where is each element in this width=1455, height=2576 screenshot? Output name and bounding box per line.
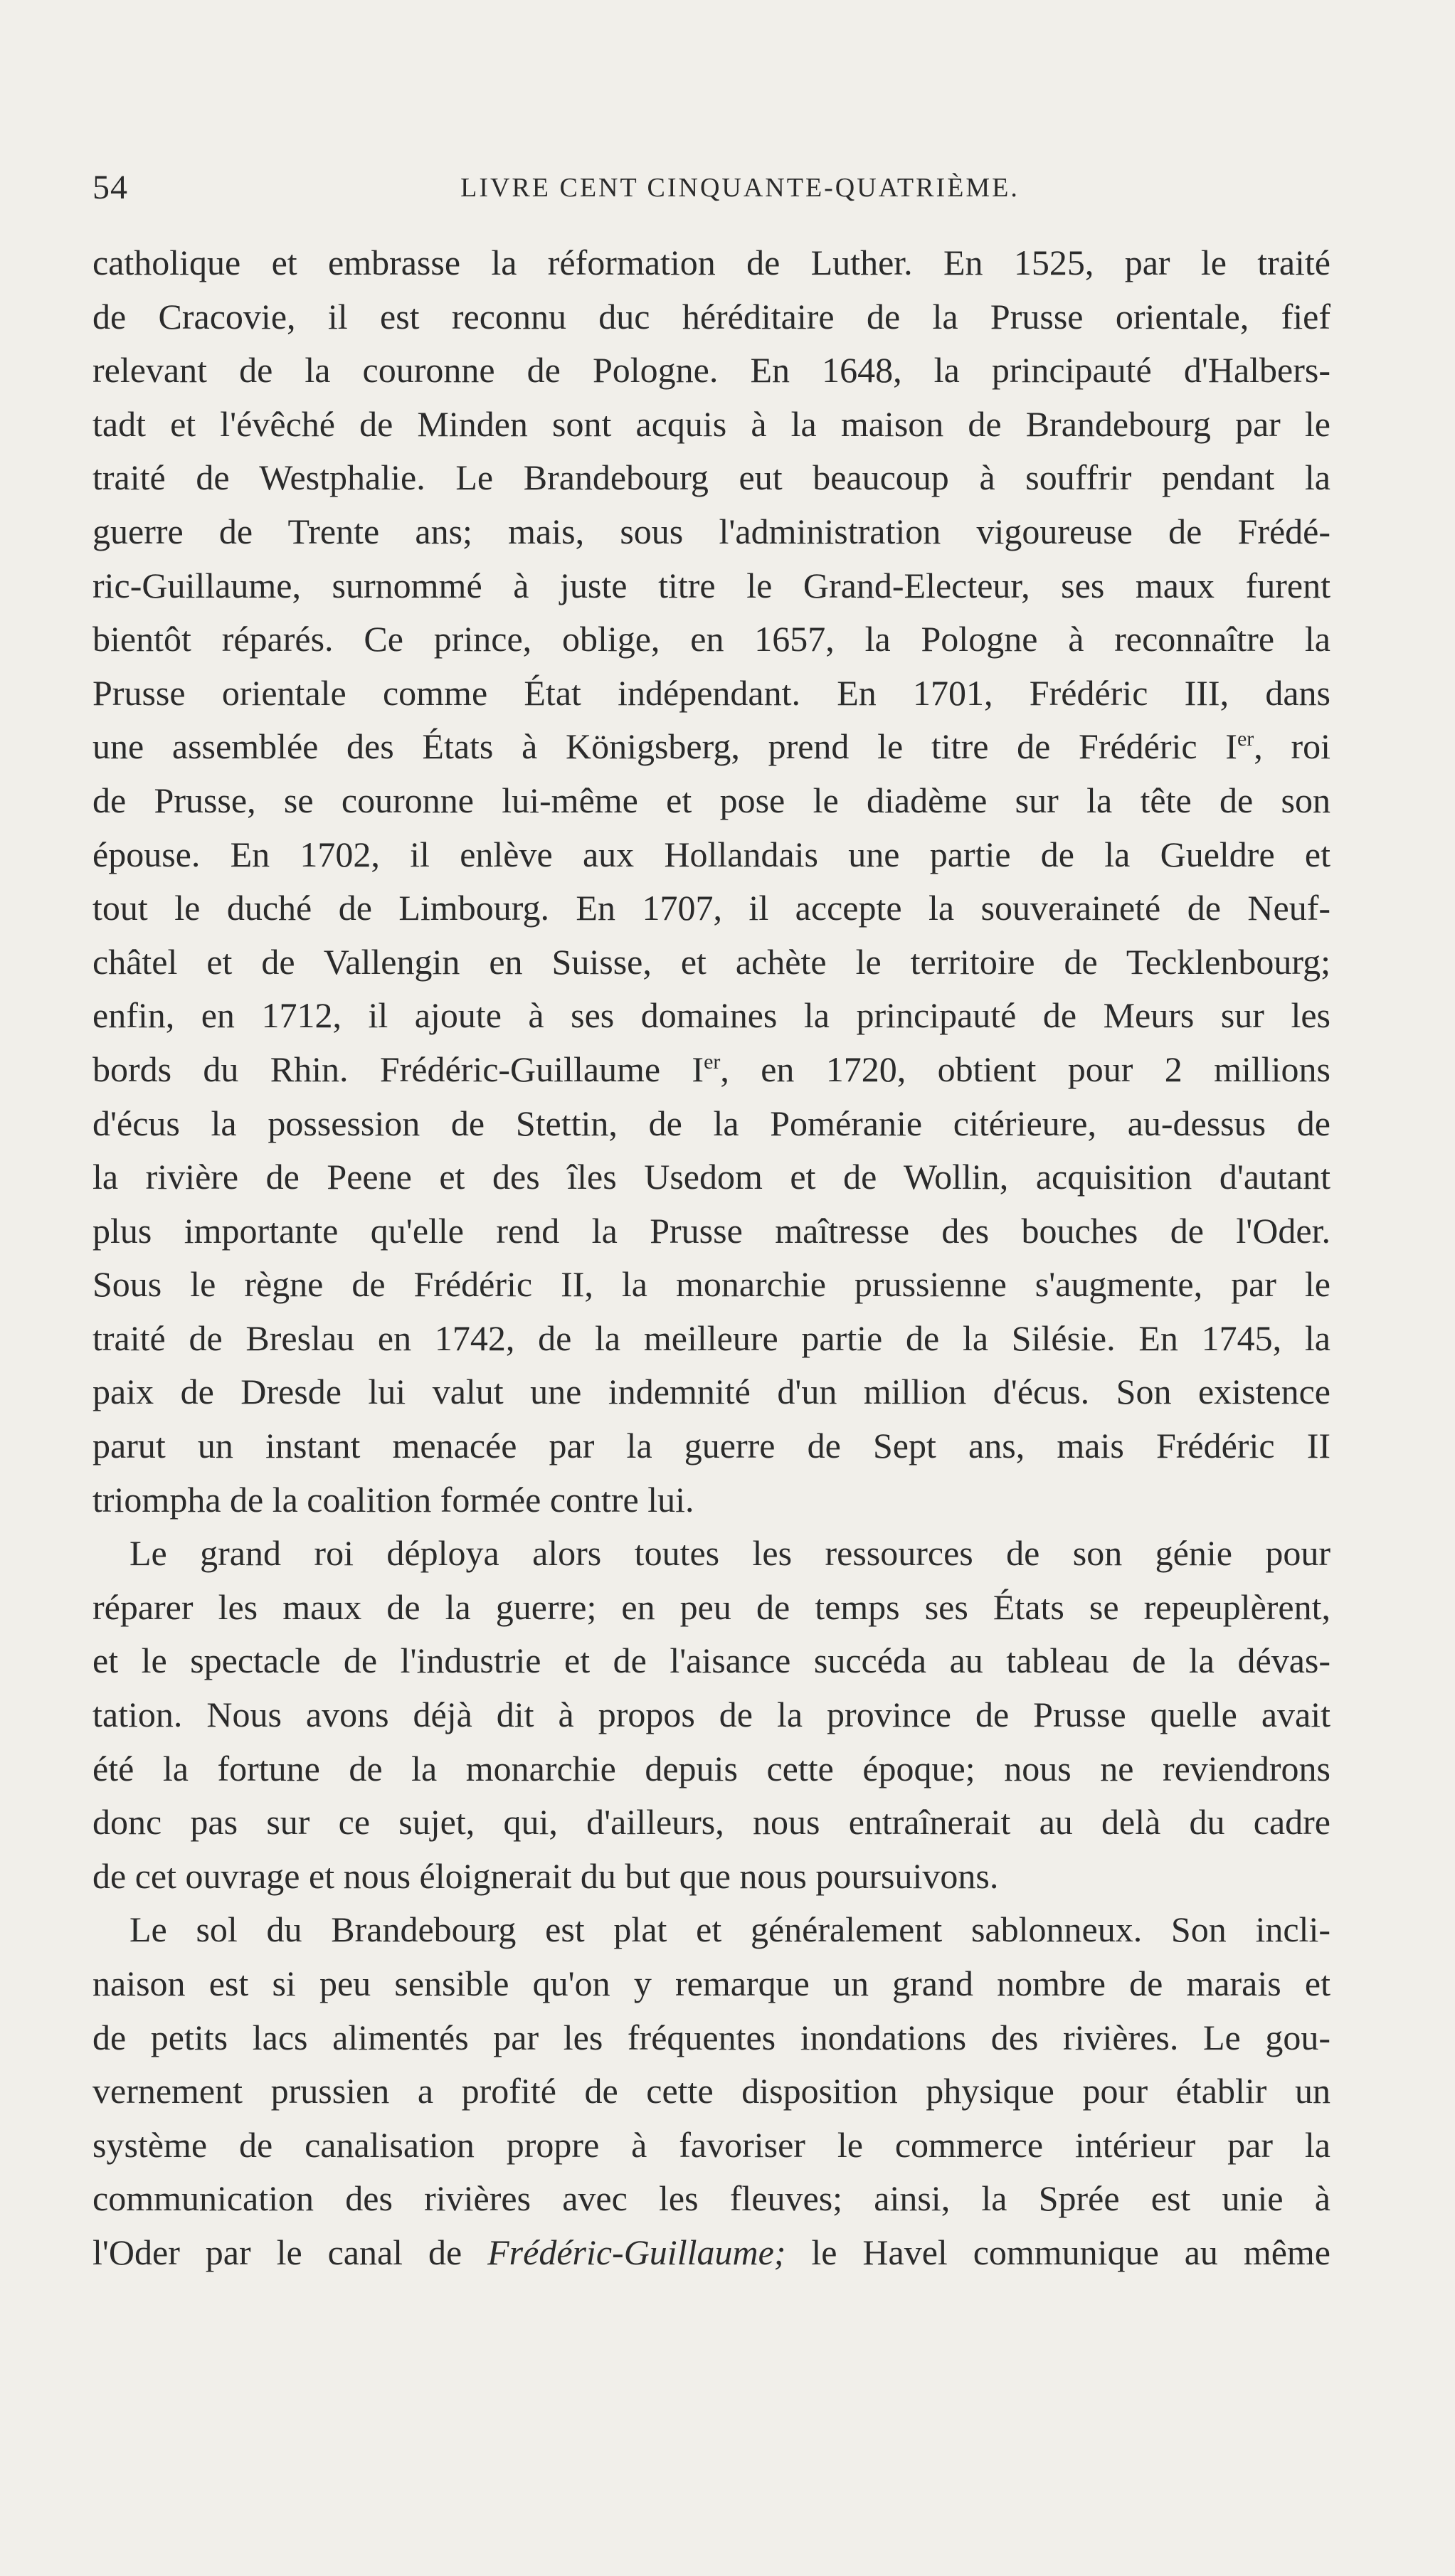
line-segment: , roi	[1254, 726, 1330, 767]
text-line: de Prusse, se couronne lui-même et pose le diadème sur la tête de son	[92, 780, 1330, 820]
text-line: traité de Breslau en 1742, de la meilleure partie de la Silésie. En 1745, la	[92, 1318, 1330, 1358]
text-line: relevant de la couronne de Pologne. En 1648, la principauté d'Halbers-	[92, 350, 1330, 391]
text-line: communication des rivières avec les fleuves; ainsi, la Sprée est unie à	[92, 2178, 1330, 2219]
text-line: d'écus la possession de Stettin, de la Poméranie citérieure, au-dessus de	[92, 1103, 1330, 1143]
page-number: 54	[92, 169, 128, 206]
text-line	[92, 2226, 1330, 2280]
text-line	[92, 720, 1330, 774]
text-line: de cet ouvrage et nous éloignerait du but que nous poursuivons.	[92, 1855, 999, 1896]
text-line: parut un instant menacée par la guerre de Sept ans, mais Frédéric II	[92, 1426, 1330, 1466]
text-line: Le grand roi déploya alors toutes les ressources de son génie pour	[129, 1533, 1330, 1574]
text-line: vernement prussien a profité de cette disposition physique pour établir un	[92, 2071, 1330, 2111]
text-line: Le sol du Brandebourg est plat et généralement sablonneux. Son incli-	[129, 1909, 1330, 1950]
text-line: tation. Nous avons déjà dit à propos de la province de Prusse quelle avait	[92, 1695, 1330, 1735]
line-segment: , en 1720, obtient pour 2 millions	[720, 1049, 1330, 1089]
superscript: er	[1237, 727, 1254, 751]
text-line: plus importante qu'elle rend la Prusse maîtresse des bouches de l'Oder.	[92, 1210, 1330, 1251]
text-line: triompha de la coalition formée contre lui.	[92, 1479, 694, 1520]
line-segment: le Havel communique au même	[785, 2232, 1330, 2272]
text-line: catholique et embrasse la réformation de Luther. En 1525, par le traité	[92, 243, 1330, 282]
text-line: paix de Dresde lui valut une indemnité d'un million d'écus. Son existence	[92, 1372, 1330, 1412]
text-line: naison est si peu sensible qu'on y remarque un grand nombre de marais et	[92, 1963, 1330, 2003]
text-line: enfin, en 1712, il ajoute à ses domaines la principauté de Meurs sur les	[92, 995, 1330, 1036]
text-line: Prusse orientale comme État indépendant. En 1701, Frédéric III, dans	[92, 672, 1330, 713]
text-line: système de canalisation propre à favoriser le commerce intérieur par la	[92, 2124, 1330, 2165]
text-line: ric-Guillaume, surnommé à juste titre le Grand-Electeur, ses maux furent	[92, 565, 1330, 605]
text-line: bientôt réparés. Ce prince, oblige, en 1657, la Pologne à reconnaître la	[92, 619, 1330, 659]
text-line: épouse. En 1702, il enlève aux Hollandais une partie de la Gueldre et	[92, 834, 1330, 874]
text-line: été la fortune de la monarchie depuis cette époque; nous ne reviendrons	[92, 1748, 1330, 1788]
text-line: de petits lacs alimentés par les fréquentes inondations des rivières. Le gou-	[92, 2017, 1330, 2057]
text-line: la rivière de Peene et des îles Usedom et de Wollin, acquisition d'autant	[92, 1157, 1330, 1197]
text-line: de Cracovie, il est reconnu duc héréditaire de la Prusse orientale, fief	[92, 296, 1330, 336]
text-line: donc pas sur ce sujet, qui, d'ailleurs, nous entraînerait au delà du cadre	[92, 1802, 1330, 1843]
italic-segment: Frédéric-Guillaume;	[487, 2232, 786, 2272]
text-line: réparer les maux de la guerre; en peu de temps ses États se repeuplèrent,	[92, 1586, 1330, 1627]
line-segment: l'Oder par le canal de	[92, 2232, 488, 2272]
body-text	[92, 236, 1330, 2280]
text-line	[92, 1043, 1330, 1097]
text-line: Sous le règne de Frédéric II, la monarchie prussienne s'augmente, par le	[92, 1264, 1330, 1305]
text-line: tout le duché de Limbourg. En 1707, il accepte la souveraineté de Neuf-	[92, 888, 1330, 928]
text-line: guerre de Trente ans; mais, sous l'administration vigoureuse de Frédé-	[92, 511, 1330, 551]
page-header	[92, 168, 1330, 218]
line-segment: une assemblée des États à Königsberg, prend le titre de Frédéric I	[92, 726, 1237, 767]
text-line: châtel et de Vallengin en Suisse, et achète le territoire de Tecklenbourg;	[92, 941, 1330, 982]
superscript: er	[704, 1049, 721, 1074]
running-title: LIVRE CENT CINQUANTE-QUATRIÈME.	[460, 173, 1020, 203]
text-line: traité de Westphalie. Le Brandebourg eut beaucoup à souffrir pendant la	[92, 457, 1330, 498]
text-line: et le spectacle de l'industrie et de l'aisance succéda au tableau de la dévas-	[92, 1641, 1330, 1681]
line-segment: bords du Rhin. Frédéric-Guillaume I	[92, 1049, 704, 1089]
text-line: tadt et l'évêché de Minden sont acquis à la maison de Brandebourg par le	[92, 403, 1330, 444]
